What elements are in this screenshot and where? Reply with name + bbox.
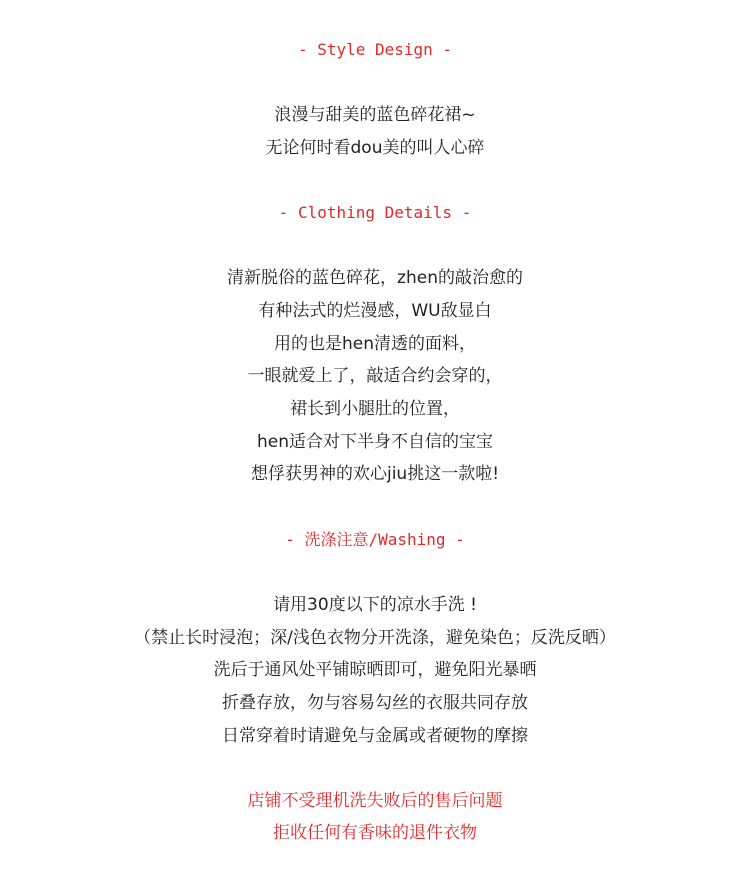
style-design-line-1: 浪漫与甜美的蓝色碎花裙~: [274, 105, 476, 125]
washing-line-4: 折叠存放，勿与容易勾丝的衣服共同存放: [222, 693, 528, 713]
clothing-details-line-2: 有种法式的烂漫感，WU敌显白: [258, 301, 492, 321]
clothing-details-line-3: 用的也是hen清透的面料，: [273, 334, 476, 354]
clothing-details-line-6: hen适合对下半身不自信的宝宝: [256, 432, 493, 452]
washing-line-1: 请用30度以下的凉水手洗 !: [273, 595, 477, 615]
style-design-line-2: 无论何时看dou美的叫人心碎: [265, 138, 485, 158]
washing-line-5: 日常穿着时请避免与金属或者硬物的摩擦: [222, 726, 528, 746]
after-sales-notice-line-2: 拒收任何有香味的退件衣物: [273, 823, 477, 843]
washing-line-3: 洗后于通风处平铺晾晒即可，避免阳光暴晒: [213, 660, 537, 680]
clothing-details-line-4: 一眼就爱上了，敲适合约会穿的，: [247, 366, 503, 386]
clothing-details-line-7: 想俘获男神的欢心jiu挑这一款啦!: [250, 464, 500, 484]
washing-heading: - 洗涤注意/Washing -: [285, 530, 465, 549]
clothing-details-line-5: 裙长到小腿肚的位置，: [290, 399, 460, 419]
after-sales-notice-line-1: 店铺不受理机洗失败后的售后问题: [247, 791, 503, 811]
washing-line-2: （禁止长时浸泡；深/浅色衣物分开洗涤，避免染色；反洗反晒）: [134, 628, 616, 648]
clothing-details-line-1: 清新脱俗的蓝色碎花，zhen的敲治愈的: [227, 268, 523, 288]
style-design-heading: - Style Design -: [297, 40, 453, 59]
clothing-details-heading: - Clothing Details -: [278, 203, 472, 222]
